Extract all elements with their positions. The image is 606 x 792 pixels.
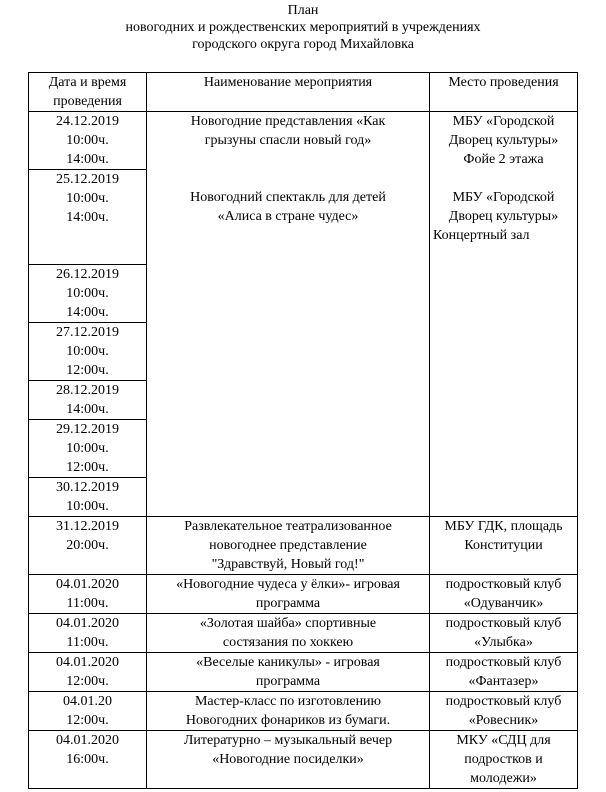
time-value: 11:00ч. <box>66 596 109 611</box>
table-row <box>29 614 578 653</box>
date-cell <box>29 478 147 517</box>
table-row <box>29 575 578 614</box>
place-line: Дворец культуры» <box>448 209 559 224</box>
event-cell <box>147 614 430 653</box>
date-value: 04.01.2020 <box>56 577 119 592</box>
event-line: «Золотая шайба» спортивные <box>199 616 377 631</box>
date-value: 31.12.2019 <box>56 519 119 534</box>
date-value: 30.12.2019 <box>56 480 119 495</box>
title-line-1: План <box>287 3 319 18</box>
date-value: 04.01.2020 <box>56 616 119 631</box>
time-value: 10:00ч. <box>66 286 109 301</box>
time-value: 12:00ч. <box>66 363 109 378</box>
time-value: 14:00ч. <box>66 210 109 225</box>
event-cell <box>147 653 430 692</box>
title-line-3: городского округа город Михайловка <box>192 37 414 52</box>
date-value: 04.01.2020 <box>56 733 119 748</box>
place-line: подростковый клуб <box>445 655 562 670</box>
event-line: «Новогодние посиделки» <box>212 752 364 767</box>
event-cell <box>147 112 430 517</box>
time-value: 12:00ч. <box>66 674 109 689</box>
place-name <box>433 188 574 245</box>
place-line: Дворец культуры» <box>448 133 559 148</box>
date-cell <box>29 731 147 789</box>
table-row <box>29 112 578 170</box>
date-value: 28.12.2019 <box>56 383 119 398</box>
date-value: 25.12.2019 <box>56 172 119 187</box>
event-line: Новогодние представления «Как <box>190 114 386 129</box>
time-value: 12:00ч. <box>66 713 109 728</box>
place-line: «Ровесник» <box>468 713 539 728</box>
header-date-line: проведения <box>53 94 122 109</box>
place-line: подростковый клуб <box>445 577 562 592</box>
header-date <box>29 73 147 112</box>
event-line: "Здравствуй, Новый год!" <box>211 557 365 572</box>
event-cell <box>147 575 430 614</box>
event-line: программа <box>255 596 321 611</box>
event-line: грызуны спасли новый год» <box>204 133 372 148</box>
place-cell <box>430 517 578 575</box>
date-value: 04.01.20 <box>63 694 112 709</box>
time-value: 20:00ч. <box>66 538 109 553</box>
date-cell <box>29 323 147 381</box>
header-place <box>430 73 578 112</box>
time-value: 10:00ч. <box>66 133 109 148</box>
place-cell <box>430 653 578 692</box>
time-value: 14:00ч. <box>66 402 109 417</box>
event-cell <box>147 517 430 575</box>
place-line: Фойе 2 этажа <box>463 152 544 167</box>
header-event <box>147 73 430 112</box>
event-cell <box>147 731 430 789</box>
place-cell <box>430 692 578 731</box>
place-line: молодежи» <box>470 771 537 786</box>
date-cell <box>29 112 147 170</box>
event-line: новогоднее представление <box>209 538 367 553</box>
place-line: Конституции <box>464 538 543 553</box>
date-cell <box>29 381 147 420</box>
date-cell <box>29 420 147 478</box>
event-line: Развлекательное театрализованное <box>184 519 392 534</box>
events-table <box>28 72 578 789</box>
page-title <box>0 2 606 53</box>
event-line: Новогодний спектакль для детей <box>190 190 386 205</box>
time-value: 10:00ч. <box>66 441 109 456</box>
time-value: 16:00ч. <box>66 752 109 767</box>
date-cell <box>29 265 147 323</box>
event-line: «Веселые каникулы» - игровая <box>196 655 380 670</box>
time-value: 10:00ч. <box>66 499 109 514</box>
time-value: 10:00ч. <box>66 344 109 359</box>
place-cell <box>430 575 578 614</box>
header-place-label: Место проведения <box>448 75 559 90</box>
place-cell <box>430 731 578 789</box>
place-line: «Одуванчик» <box>463 596 544 611</box>
place-name <box>433 112 574 169</box>
date-cell <box>29 692 147 731</box>
event-name <box>150 112 426 150</box>
event-line: программа <box>255 674 321 689</box>
time-value: 14:00ч. <box>66 305 109 320</box>
date-value: 29.12.2019 <box>56 422 119 437</box>
header-date-line: Дата и время <box>48 75 127 90</box>
table-row <box>29 517 578 575</box>
date-cell <box>29 170 147 265</box>
place-line: подростковый клуб <box>445 616 562 631</box>
date-cell <box>29 517 147 575</box>
date-value: 04.01.2020 <box>56 655 119 670</box>
table-row <box>29 731 578 789</box>
place-cell <box>430 614 578 653</box>
event-line: «Новогодние чудеса у ёлки»- игровая <box>176 577 400 592</box>
place-line: МБУ ГДК, площадь <box>444 519 563 534</box>
place-line: МБУ «Городской <box>452 114 555 129</box>
event-cell <box>147 692 430 731</box>
place-line: подростковый клуб <box>445 694 562 709</box>
place-cell <box>430 112 578 517</box>
event-line: состязания по хоккею <box>222 635 354 650</box>
time-value: 11:00ч. <box>66 635 109 650</box>
date-value: 27.12.2019 <box>56 325 119 340</box>
header-row <box>29 73 578 112</box>
place-line: Концертный зал <box>433 228 530 243</box>
event-line: Новогодних фонариков из бумаги. <box>185 713 391 728</box>
header-event-label: Наименование мероприятия <box>203 75 373 90</box>
date-cell <box>29 614 147 653</box>
date-cell <box>29 653 147 692</box>
title-line-2: новогодних и рождественских мероприятий в учреждениях <box>125 20 481 35</box>
date-cell <box>29 575 147 614</box>
place-line: «Фантазер» <box>468 674 539 689</box>
place-line: МКУ «СДЦ для <box>456 733 551 748</box>
place-line: подростков и <box>464 752 543 767</box>
table-row <box>29 653 578 692</box>
place-line: МБУ «Городской <box>452 190 555 205</box>
event-line: Литературно – музыкальный вечер <box>183 733 393 748</box>
event-name <box>150 188 426 226</box>
time-value: 10:00ч. <box>66 191 109 206</box>
date-value: 26.12.2019 <box>56 267 119 282</box>
time-value: 14:00ч. <box>66 152 109 167</box>
date-value: 24.12.2019 <box>56 114 119 129</box>
event-line: «Алиса в стране чудес» <box>217 209 359 224</box>
event-line: Мастер-класс по изготовлению <box>194 694 382 709</box>
table-row <box>29 692 578 731</box>
place-line: «Улыбка» <box>474 635 533 650</box>
time-value: 12:00ч. <box>66 460 109 475</box>
